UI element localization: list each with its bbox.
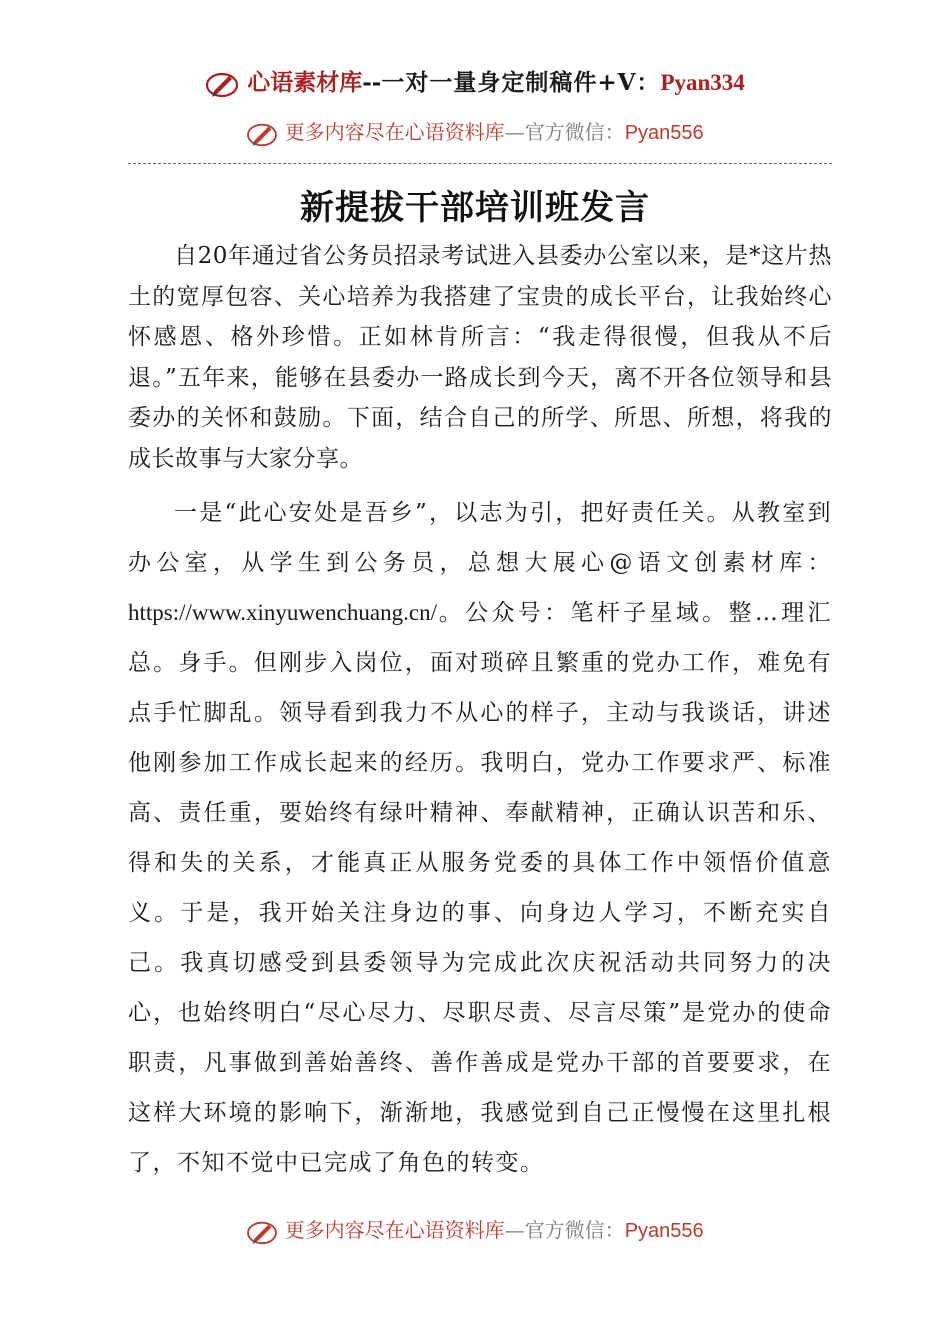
pen-logo-icon — [205, 69, 239, 99]
header-separator: -- — [362, 69, 382, 96]
promo-banner-bottom — [0, 1214, 950, 1246]
banner-red-text: 更多内容尽在心语资料库 — [284, 120, 505, 144]
banner-red-text: 更多内容尽在心语资料库 — [284, 1218, 505, 1242]
pen-logo-icon — [246, 1218, 278, 1246]
header-wechat-id: Pyan334 — [660, 70, 745, 95]
paragraph-2-rest: 。公众号：笔杆子星域。整…理汇总。身手。但刚步入岗位，面对琐碎且繁重的党办工作，难免有点手忙脚乱。领导看到我力不从心的样子，主动与我谈话，讲述他刚参加工作成长起来的经历。我明白，党办工作要求严、标准高、责任重，要始终有绿叶精神、奉献精神，正确认识苦和乐、得和失的关系，才能真正从服务党委的具体工作中领悟价值意义。于是，我开始关注身边的事、向身边人学习，不断充实自己。我真切感受到县委领导为完成此次庆祝活动共同努力的决心，也始终明白“尽心尽力、尽职尽责、尽言尽策”是党办的使命职责，凡事做到善始善终、善作善成是党办干部的首要要求，在这样大环境的影响下，渐渐地，我感觉到自己正慢慢在这里扎根了，不知不觉中已完成了角色的转变。 — [128, 600, 832, 1176]
promo-banner-top — [0, 116, 950, 148]
header-slogan: 一对一量身定制稿件+V： — [381, 69, 661, 96]
paragraph-2-start: 一是“此心安处是吾乡”，以志为引，把好责任关。从教室到办公室，从学生到公务员，总想大展心@语文创素材库： — [128, 500, 832, 576]
paragraph-2 — [128, 488, 832, 1188]
document-body — [128, 236, 832, 1188]
pen-logo-icon — [246, 120, 278, 148]
header-divider — [128, 163, 832, 164]
paragraph-1: 自20年通过省公务员招录考试进入县委办公室以来，是*这片热土的宽厚包容、关心培养为我搭建了宝贵的成长平台，让我始终心怀感恩、格外珍惜。正如林肯所言：“我走得很慢，但我从不后退。”五年来，能够在县委办一路成长到今天，离不开各位领导和县委办的关怀和鼓励。下面，结合自己的所学、所思、所想，将我的成长故事与大家分享。 — [128, 243, 832, 472]
banner-grey-text: —官方微信： — [504, 120, 625, 144]
header-line — [0, 64, 950, 99]
banner-wechat-id: Pyan556 — [624, 1220, 704, 1242]
document-title: 新提拔干部培训班发言 — [300, 188, 650, 228]
banner-wechat-id: Pyan556 — [624, 122, 704, 144]
paragraph-2-url: https://www.xinyuwenchuang.cn/ — [128, 600, 437, 625]
header-brand: 心语素材库 — [247, 69, 363, 96]
banner-grey-text: —官方微信： — [504, 1218, 625, 1242]
